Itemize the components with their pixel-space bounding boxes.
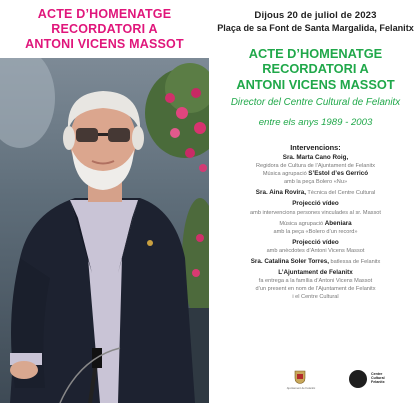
event-date: Dijous 20 de juliol de 2023	[254, 10, 377, 21]
music-1-prefix: Música agrupació	[262, 171, 307, 178]
music-2-prefix: Música agrupació	[279, 220, 324, 227]
speaker-3-name: Sra. Catalina Soler Torres,	[250, 258, 329, 266]
program	[211, 143, 420, 302]
ajuntament-line-2: d’un present en nom de l’Ajuntament de Felanitx	[255, 286, 376, 293]
left-title	[0, 7, 209, 52]
period: entre els anys 1989 - 2003	[258, 117, 373, 128]
portrait-photo	[0, 58, 209, 403]
ajuntament-line-1: fa entrega a la família d’Antoni Vicens Massot	[258, 278, 373, 285]
ajuntament-title: L’Ajuntament de Felanitx	[278, 269, 353, 277]
right-panel	[211, 0, 420, 403]
video-1-desc: amb intervencions persones vinculades al sr. Massot	[250, 209, 381, 216]
cc-line-3: Felanitx	[371, 380, 385, 385]
logos	[211, 368, 420, 394]
video-1-title: Projecció vídeo	[292, 200, 339, 208]
video-2-desc: amb anècdotes d’Antoni Vicens Massot	[266, 247, 365, 254]
left-panel	[0, 0, 209, 403]
speaker-3-line	[211, 258, 420, 266]
left-title-line-3: ANTONI VICENS MASSOT	[25, 37, 184, 51]
event-place: Plaça de sa Font de Santa Margalida, Felanitx	[217, 23, 414, 33]
centre-cultural-logo-icon	[349, 370, 367, 388]
speaker-2-line	[211, 189, 420, 197]
speaker-3-role: batlessa de Felanitx	[330, 259, 381, 266]
ajuntament-crest-icon	[293, 370, 307, 384]
right-title-line-1: ACTE D’HOMENATGE	[248, 46, 383, 61]
cc-line-2: Cultural	[371, 376, 385, 381]
cc-line-1: Centre	[371, 372, 383, 376]
subtitle: Director del Centre Cultural de Felanitx	[230, 97, 401, 108]
ajuntament-caption: Ajuntament de Felanitx	[286, 386, 316, 390]
right-title-line-3: ANTONI VICENS MASSOT	[236, 76, 395, 92]
speaker-2-name: Sra. Aina Rovira,	[255, 189, 306, 197]
ajuntament-line-3: i el Centre Cultural	[292, 294, 339, 301]
left-title-line-1: ACTE D’HOMENATGE	[37, 7, 172, 21]
music-2-line	[211, 220, 420, 228]
centre-cultural-caption	[371, 372, 385, 385]
music-2-piece: amb la peça «Bolero d’un record»	[273, 228, 358, 235]
right-title-line-2: RECORDATORI A	[262, 61, 369, 77]
music-1-piece: amb la peça Bolero «Nu»	[283, 179, 348, 186]
left-title-line-2: RECORDATORI A	[51, 22, 158, 36]
video-2-title: Projecció vídeo	[292, 238, 339, 246]
speaker-2-role: Tècnica del Centre Cultural	[307, 190, 376, 197]
program-heading: Intervencions:	[290, 143, 341, 152]
speaker-1-role: Regidora de Cultura de l’Ajuntament de Felanitx	[255, 163, 376, 170]
music-1-group: S’Estol d’es Gerricó	[308, 170, 369, 178]
music-1-line	[211, 170, 420, 178]
music-2-group: Abeniara	[324, 219, 352, 227]
right-title	[211, 46, 420, 92]
speaker-1-name: Sra. Marta Cano Roig,	[282, 154, 349, 161]
